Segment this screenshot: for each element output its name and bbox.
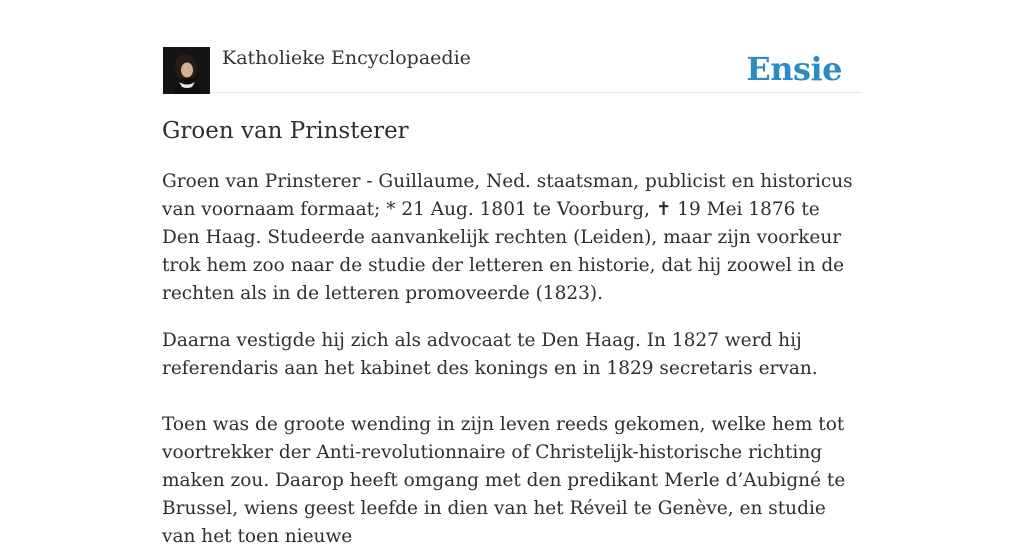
site-header — [162, 0, 862, 93]
article-paragraph: Daarna vestigde hij zich als advocaat te Den Haag. In 1827 werd hij referendaris aan het kabinet des konings en in 1829 secretaris ervan. — [162, 330, 818, 379]
page-container — [162, 0, 862, 547]
article-paragraph: Toen was de groote wending in zijn leven reeds gekomen, welke hem tot voortrekker der Anti-revolutionnaire of Christelijk-historische richting maken zou. Daarop heeft omgang met den predikant Merle d’Aubigné te Brussel, wiens geest leefde in dien van het Réveil te Genève, en studie van het toen nieuwe — [162, 414, 846, 547]
portrait-avatar-icon[interactable] — [163, 47, 210, 94]
article-paragraph: Groen van Prinsterer - Guillaume, Ned. staatsman, publicist en historicus van voornaam formaat; * 21 Aug. 1801 te Voorburg, ✝ 19 Mei 1876 te Den Haag. Studeerde aanvankelijk rechten (Leiden), maar zijn voorkeur trok hem zoo naar de studie der letteren en historie, dat hij zoowel in de rechten als in de letteren promoveerde (1823). — [162, 171, 853, 304]
brand-logo[interactable]: Ensie — [746, 50, 842, 88]
site-name[interactable]: Katholieke Encyclopaedie — [222, 47, 471, 69]
page-title: Groen van Prinsterer — [162, 118, 409, 144]
